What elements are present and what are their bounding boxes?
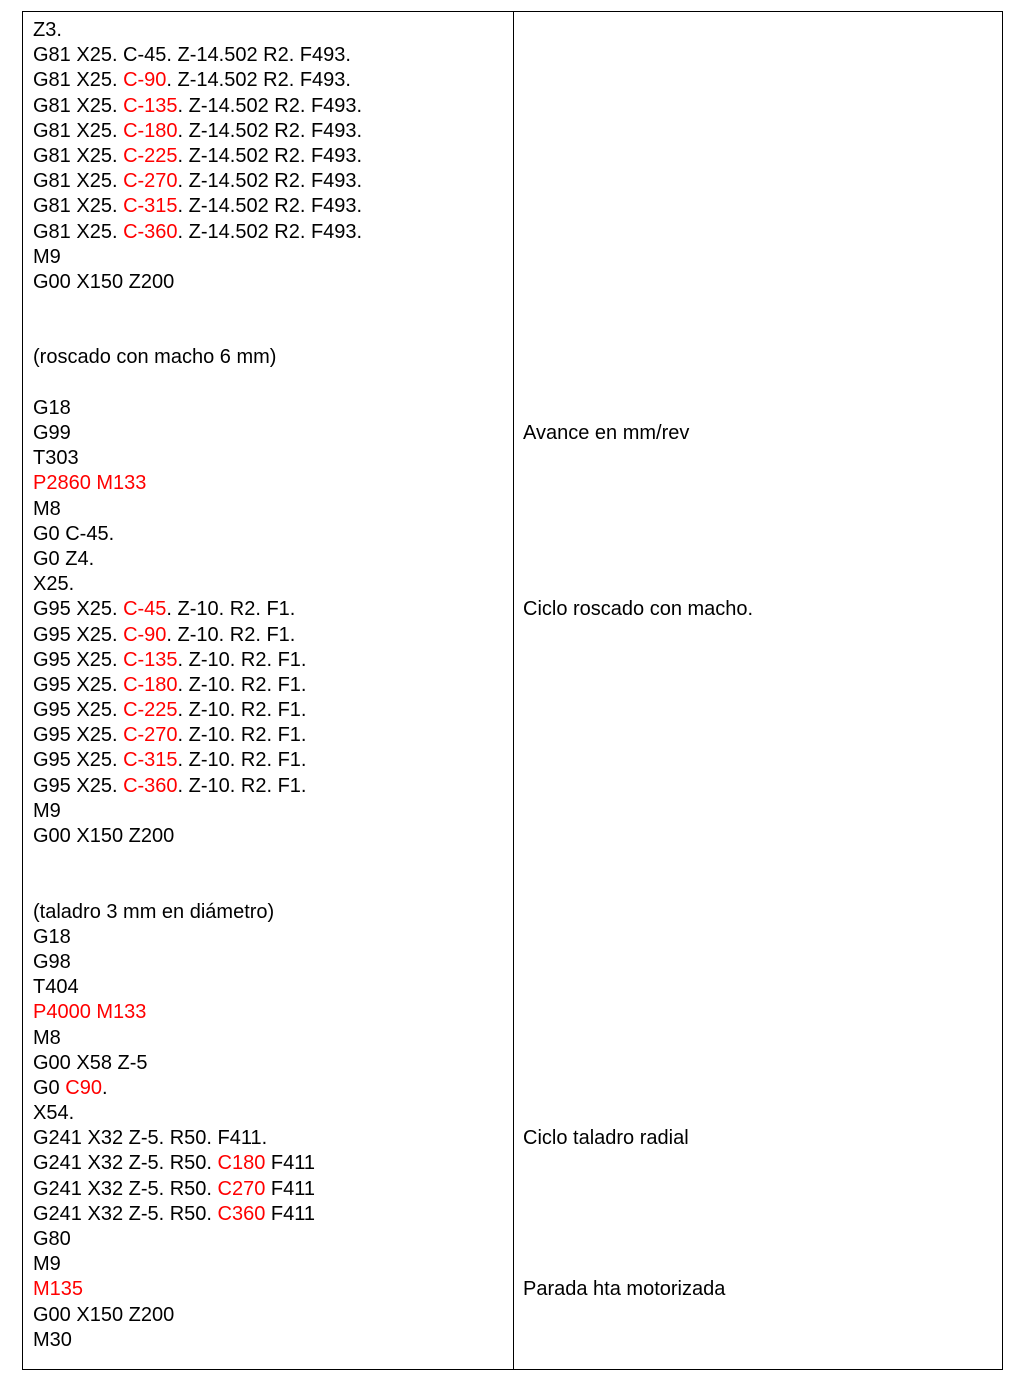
code-text: T404 bbox=[33, 976, 79, 999]
comment-spacer bbox=[523, 1303, 993, 1328]
code-text: M9 bbox=[33, 1253, 61, 1276]
code-highlight: C180 bbox=[217, 1152, 266, 1175]
code-line bbox=[33, 1101, 508, 1126]
code-highlight: C-225 bbox=[123, 699, 178, 722]
code-line bbox=[33, 698, 508, 723]
comment-spacer bbox=[523, 698, 993, 723]
cnc-code-column bbox=[33, 18, 508, 1353]
code-highlight: C-315 bbox=[123, 749, 178, 772]
code-line bbox=[33, 144, 508, 169]
code-text: G241 X32 Z-5. R50. bbox=[33, 1202, 218, 1225]
code-line bbox=[33, 320, 508, 345]
code-text: . Z-10. R2. F1. bbox=[177, 673, 307, 696]
comment-spacer bbox=[523, 194, 993, 219]
code-highlight: C-225 bbox=[123, 144, 178, 167]
code-highlight: M135 bbox=[33, 1278, 84, 1301]
code-highlight: P4000 M133 bbox=[33, 1001, 147, 1024]
code-text: Z3. bbox=[33, 19, 62, 41]
code-text: G0 C-45. bbox=[33, 522, 115, 545]
code-text: M9 bbox=[33, 245, 61, 268]
comments-column bbox=[523, 18, 993, 1353]
code-line bbox=[33, 421, 508, 446]
code-text: . Z-14.502 R2. F493. bbox=[177, 195, 363, 218]
code-highlight: C-270 bbox=[123, 170, 178, 193]
comment-spacer bbox=[523, 874, 993, 899]
code-text: G95 X25. bbox=[33, 598, 124, 621]
comment-spacer bbox=[523, 723, 993, 748]
comment-spacer bbox=[523, 748, 993, 773]
program-table bbox=[22, 11, 1003, 1370]
code-text: F411 bbox=[265, 1202, 316, 1225]
code-text: . Z-14.502 R2. F493. bbox=[177, 220, 363, 243]
code-line bbox=[33, 572, 508, 597]
comment-spacer bbox=[523, 220, 993, 245]
comment-spacer bbox=[523, 623, 993, 648]
code-line bbox=[33, 824, 508, 849]
code-text: G95 X25. bbox=[33, 673, 124, 696]
code-text: G81 X25. bbox=[33, 94, 124, 117]
code-line bbox=[33, 723, 508, 748]
comment-spacer bbox=[523, 245, 993, 270]
comment-spacer bbox=[523, 1101, 993, 1126]
code-line bbox=[33, 925, 508, 950]
comment-spacer bbox=[523, 849, 993, 874]
code-highlight: C360 bbox=[217, 1202, 266, 1225]
code-text: M8 bbox=[33, 1026, 61, 1049]
code-line bbox=[33, 94, 508, 119]
code-line bbox=[33, 1177, 508, 1202]
code-text: G81 X25. bbox=[33, 144, 124, 167]
comment-line: Ciclo taladro radial bbox=[523, 1127, 689, 1150]
code-line bbox=[33, 874, 508, 899]
code-text: . Z-10. R2. F1. bbox=[166, 598, 296, 621]
code-highlight: C270 bbox=[217, 1177, 266, 1200]
code-line bbox=[33, 1026, 508, 1051]
code-highlight: C-90 bbox=[123, 69, 167, 92]
code-text: (taladro 3 mm en diámetro) bbox=[33, 900, 275, 923]
code-text: M9 bbox=[33, 799, 61, 822]
code-text: . Z-10. R2. F1. bbox=[177, 724, 307, 747]
code-line bbox=[33, 1051, 508, 1076]
code-highlight: C-180 bbox=[123, 119, 178, 142]
code-highlight: C-360 bbox=[123, 774, 178, 797]
comment-spacer bbox=[523, 950, 993, 975]
code-line bbox=[33, 774, 508, 799]
code-highlight: C-45 bbox=[123, 598, 167, 621]
code-text: G80 bbox=[33, 1228, 71, 1250]
code-text: G241 X32 Z-5. R50. bbox=[33, 1177, 218, 1200]
code-text: G00 X150 Z200 bbox=[33, 825, 175, 847]
code-line bbox=[33, 497, 508, 522]
comment-spacer bbox=[523, 1151, 993, 1176]
comment-spacer bbox=[523, 295, 993, 320]
comment-spacer bbox=[523, 497, 993, 522]
code-text: . Z-10. R2. F1. bbox=[166, 623, 296, 646]
comment-spacer bbox=[523, 1026, 993, 1051]
comment-spacer bbox=[523, 925, 993, 950]
code-highlight: C-180 bbox=[123, 673, 178, 696]
comment-spacer bbox=[523, 799, 993, 824]
code-line bbox=[33, 1126, 508, 1151]
comment-spacer bbox=[523, 572, 993, 597]
code-text: G95 X25. bbox=[33, 648, 124, 671]
comment-spacer bbox=[523, 774, 993, 799]
code-text: F411 bbox=[265, 1152, 316, 1175]
code-line bbox=[33, 194, 508, 219]
comment-spacer bbox=[523, 471, 993, 496]
code-text: G81 X25. C-45. Z-14.502 R2. F493. bbox=[33, 44, 351, 67]
code-line bbox=[33, 18, 508, 43]
code-line bbox=[33, 371, 508, 396]
code-line bbox=[33, 119, 508, 144]
code-text: G00 X58 Z-5 bbox=[33, 1051, 148, 1074]
code-highlight: C-135 bbox=[123, 94, 178, 117]
code-text: G95 X25. bbox=[33, 699, 124, 722]
code-text: G0 bbox=[33, 1076, 66, 1099]
code-line bbox=[33, 648, 508, 673]
comment-spacer bbox=[523, 1202, 993, 1227]
comment-spacer bbox=[523, 1076, 993, 1101]
comment-spacer bbox=[523, 396, 993, 421]
code-text: G99 bbox=[33, 422, 71, 444]
code-line bbox=[33, 900, 508, 925]
comment-spacer bbox=[523, 673, 993, 698]
comment-spacer bbox=[523, 94, 993, 119]
comment-line: Ciclo roscado con macho. bbox=[523, 598, 754, 621]
code-text: T303 bbox=[33, 447, 79, 470]
code-line bbox=[33, 1328, 508, 1353]
code-text: . Z-10. R2. F1. bbox=[177, 774, 307, 797]
code-text: G81 X25. bbox=[33, 170, 124, 193]
code-line bbox=[33, 220, 508, 245]
code-text: (roscado con macho 6 mm) bbox=[33, 346, 277, 369]
code-highlight: C-270 bbox=[123, 724, 178, 747]
code-text: . Z-10. R2. F1. bbox=[177, 648, 307, 671]
code-line bbox=[33, 597, 508, 622]
comment-spacer bbox=[523, 446, 993, 471]
code-line bbox=[33, 1076, 508, 1101]
code-text: G241 X32 Z-5. R50. bbox=[33, 1152, 218, 1175]
code-line bbox=[33, 673, 508, 698]
code-highlight: P2860 M133 bbox=[33, 472, 147, 495]
code-text: G00 X150 Z200 bbox=[33, 1303, 175, 1326]
code-text: . Z-14.502 R2. F493. bbox=[177, 170, 363, 193]
comment-spacer bbox=[523, 144, 993, 169]
comment-spacer bbox=[523, 169, 993, 194]
code-line bbox=[33, 245, 508, 270]
code-text: G18 bbox=[33, 396, 71, 419]
comment-spacer bbox=[523, 1000, 993, 1025]
comment-spacer bbox=[523, 1051, 993, 1076]
code-highlight: C-90 bbox=[123, 623, 167, 646]
comment-spacer bbox=[523, 648, 993, 673]
code-line bbox=[33, 270, 508, 295]
code-text: X25. bbox=[33, 573, 75, 596]
code-highlight: C-360 bbox=[123, 220, 178, 243]
code-line bbox=[33, 547, 508, 572]
code-line bbox=[33, 1252, 508, 1277]
code-line bbox=[33, 169, 508, 194]
code-line bbox=[33, 43, 508, 68]
comment-spacer bbox=[523, 371, 993, 396]
code-text: . Z-14.502 R2. F493. bbox=[166, 69, 351, 92]
code-highlight: C-315 bbox=[123, 195, 178, 218]
code-line bbox=[33, 1227, 508, 1252]
column-divider bbox=[513, 12, 514, 1369]
code-text: M8 bbox=[33, 497, 61, 520]
code-text: G95 X25. bbox=[33, 774, 124, 797]
code-highlight: C-135 bbox=[123, 648, 178, 671]
comment-spacer bbox=[523, 18, 993, 43]
code-line bbox=[33, 1202, 508, 1227]
comment-spacer bbox=[523, 68, 993, 93]
comment-spacer bbox=[523, 320, 993, 345]
comment-spacer bbox=[523, 522, 993, 547]
comment-spacer bbox=[523, 824, 993, 849]
comment-line: Avance en mm/rev bbox=[523, 422, 690, 444]
code-text: . Z-14.502 R2. F493. bbox=[177, 119, 363, 142]
code-text: G00 X150 Z200 bbox=[33, 270, 175, 293]
code-line bbox=[33, 1000, 508, 1025]
code-text: G81 X25. bbox=[33, 195, 124, 218]
code-line bbox=[33, 849, 508, 874]
code-text: G0 Z4. bbox=[33, 547, 95, 570]
comment-spacer bbox=[523, 900, 993, 925]
code-line bbox=[33, 295, 508, 320]
comment-line: Parada hta motorizada bbox=[523, 1278, 726, 1301]
code-text: G81 X25. bbox=[33, 220, 124, 243]
code-text: G18 bbox=[33, 925, 71, 948]
code-text: G81 X25. bbox=[33, 119, 124, 142]
comment-spacer bbox=[523, 270, 993, 295]
code-text: G81 X25. bbox=[33, 69, 124, 92]
comment-spacer bbox=[523, 547, 993, 572]
code-line bbox=[33, 799, 508, 824]
code-line bbox=[33, 975, 508, 1000]
code-text: G95 X25. bbox=[33, 724, 124, 747]
code-text: . Z-10. R2. F1. bbox=[177, 749, 307, 772]
code-text: X54. bbox=[33, 1102, 75, 1125]
comment-spacer bbox=[523, 1252, 993, 1277]
comment-spacer bbox=[523, 1227, 993, 1252]
code-line bbox=[33, 522, 508, 547]
comment-spacer bbox=[523, 1328, 993, 1353]
code-text: G98 bbox=[33, 950, 71, 973]
code-line bbox=[33, 1151, 508, 1176]
comment-spacer bbox=[523, 975, 993, 1000]
code-line bbox=[33, 471, 508, 496]
code-line bbox=[33, 345, 508, 370]
code-text: G241 X32 Z-5. R50. F411. bbox=[33, 1127, 268, 1150]
code-line bbox=[33, 68, 508, 93]
code-line bbox=[33, 748, 508, 773]
code-text: . Z-14.502 R2. F493. bbox=[177, 94, 363, 117]
code-text: . bbox=[101, 1076, 108, 1099]
code-line bbox=[33, 1303, 508, 1328]
code-text: M30 bbox=[33, 1328, 72, 1351]
code-highlight: C90 bbox=[65, 1076, 102, 1099]
code-line bbox=[33, 446, 508, 471]
code-line bbox=[33, 1277, 508, 1302]
comment-spacer bbox=[523, 43, 993, 68]
code-text: G95 X25. bbox=[33, 623, 124, 646]
comment-spacer bbox=[523, 345, 993, 370]
code-text: G95 X25. bbox=[33, 749, 124, 772]
code-text: . Z-10. R2. F1. bbox=[177, 699, 307, 722]
code-line bbox=[33, 396, 508, 421]
code-line bbox=[33, 623, 508, 648]
code-text: . Z-14.502 R2. F493. bbox=[177, 144, 363, 167]
comment-spacer bbox=[523, 119, 993, 144]
comment-spacer bbox=[523, 1177, 993, 1202]
code-text: F411 bbox=[265, 1177, 316, 1200]
code-line bbox=[33, 950, 508, 975]
